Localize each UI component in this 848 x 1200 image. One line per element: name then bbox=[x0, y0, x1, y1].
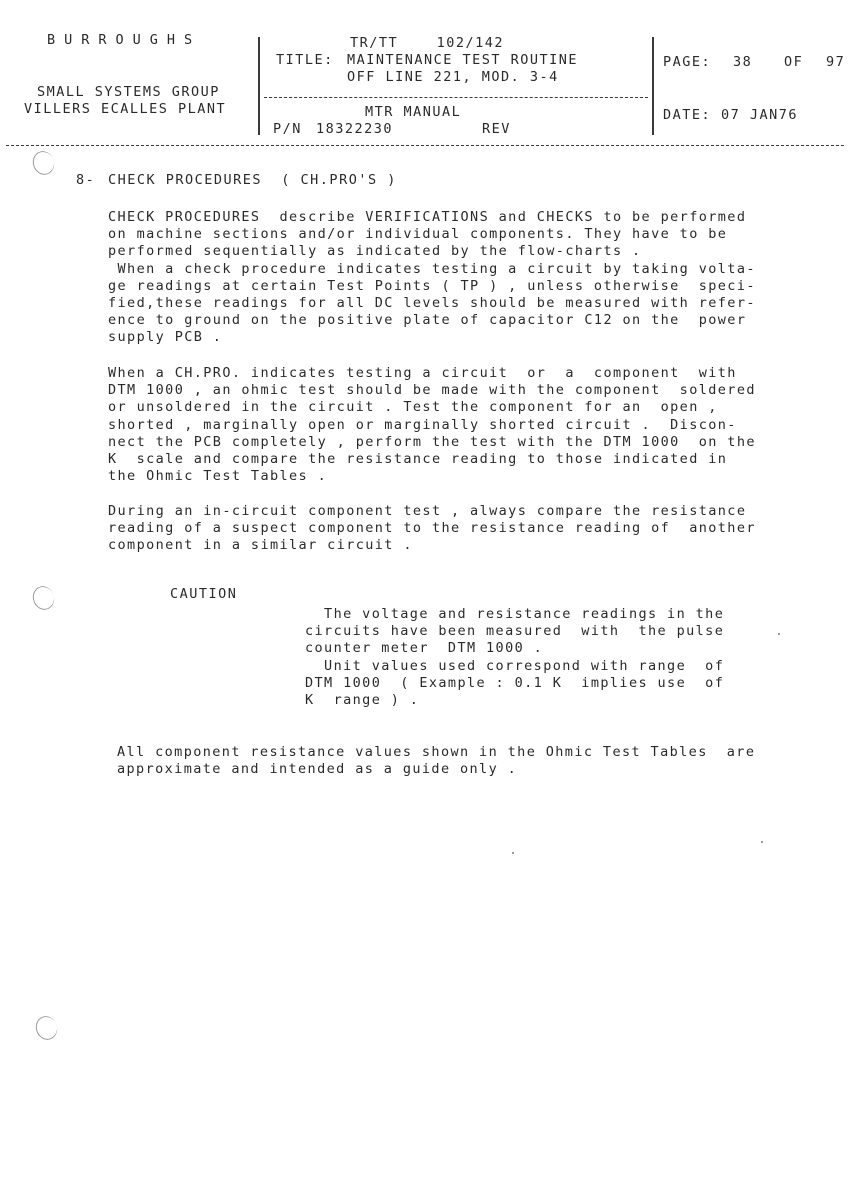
group-name: SMALL SYSTEMS GROUP bbox=[37, 84, 220, 100]
binder-hole-middle bbox=[30, 583, 58, 613]
document-ref: TR/TT 102/142 bbox=[350, 35, 505, 51]
caution-label: CAUTION bbox=[170, 586, 238, 602]
section-number: 8- bbox=[76, 172, 96, 188]
paragraph-in-circuit-test: During an in-circuit component test , always compare the resistance reading of a suspect component to the resistance reading of another component in a similar circuit . bbox=[108, 503, 756, 554]
header-inner-rule bbox=[264, 97, 648, 98]
paper-speck bbox=[512, 852, 514, 854]
left-divider bbox=[258, 37, 260, 135]
paragraph-ohmic-test: When a CH.PRO. indicates testing a circuit or a component with DTM 1000 , an ohmic test should be made with the component soldered or unsoldered in the circuit . Test the component for an open , shorted , marginally open or marginally shorted circuit . Discon- nect the PCB completely , perform the test with the DTM 1000 on the K scale and compare the resistance reading to those indicated in the Ohmic Test Tables . bbox=[108, 365, 756, 485]
title-line-2: OFF LINE 221, MOD. 3-4 bbox=[347, 69, 559, 85]
section-heading: CHECK PROCEDURES ( CH.PRO'S ) bbox=[108, 172, 397, 188]
paper-speck bbox=[778, 633, 780, 635]
paragraph-check-procedures: CHECK PROCEDURES describe VERIFICATIONS and CHECKS to be performed on machine sections and/or individual components. They have to be performed sequentially as indicated by the flow-charts . When a check procedure indicates testing a circuit by taking volta- ge readings at certain Test Points ( TP ) , unless otherwise speci- fied,these readings for all DC levels should be measured with refer- ence to ground on the positive plate of capacitor C12 on the power supply PCB . bbox=[108, 209, 756, 346]
title-label: TITLE: bbox=[276, 52, 334, 68]
revision-label: REV bbox=[482, 121, 511, 137]
part-number: 18322230 bbox=[316, 121, 394, 137]
plant-name: VILLERS ECALLES PLANT bbox=[24, 101, 227, 117]
page-of: OF bbox=[784, 54, 804, 70]
header-bottom-rule bbox=[6, 145, 844, 146]
date-value: 07 JAN76 bbox=[721, 107, 799, 123]
company-name: BURROUGHS bbox=[47, 32, 202, 48]
title-line-1: MAINTENANCE TEST ROUTINE bbox=[347, 52, 579, 68]
page-number: 38 bbox=[733, 54, 753, 70]
page-label: PAGE: bbox=[663, 54, 712, 70]
manual-name: MTR MANUAL bbox=[365, 104, 462, 120]
binder-hole-top bbox=[30, 148, 58, 178]
date-label: DATE: bbox=[663, 107, 712, 123]
page-total: 97 bbox=[826, 54, 846, 70]
paragraph-approximate-values: All component resistance values shown in the Ohmic Test Tables are approximate and intended as a guide only . bbox=[117, 744, 756, 778]
paper-speck bbox=[761, 841, 763, 843]
caution-text: The voltage and resistance readings in the circuits have been measured with the pulse counter meter DTM 1000 . Unit values used correspond with range of DTM 1000 ( Example : 0.1 K implies use of K range ) . bbox=[305, 606, 725, 709]
binder-hole-bottom bbox=[33, 1013, 61, 1043]
right-divider bbox=[652, 37, 654, 135]
part-number-label: P/N bbox=[273, 121, 302, 137]
